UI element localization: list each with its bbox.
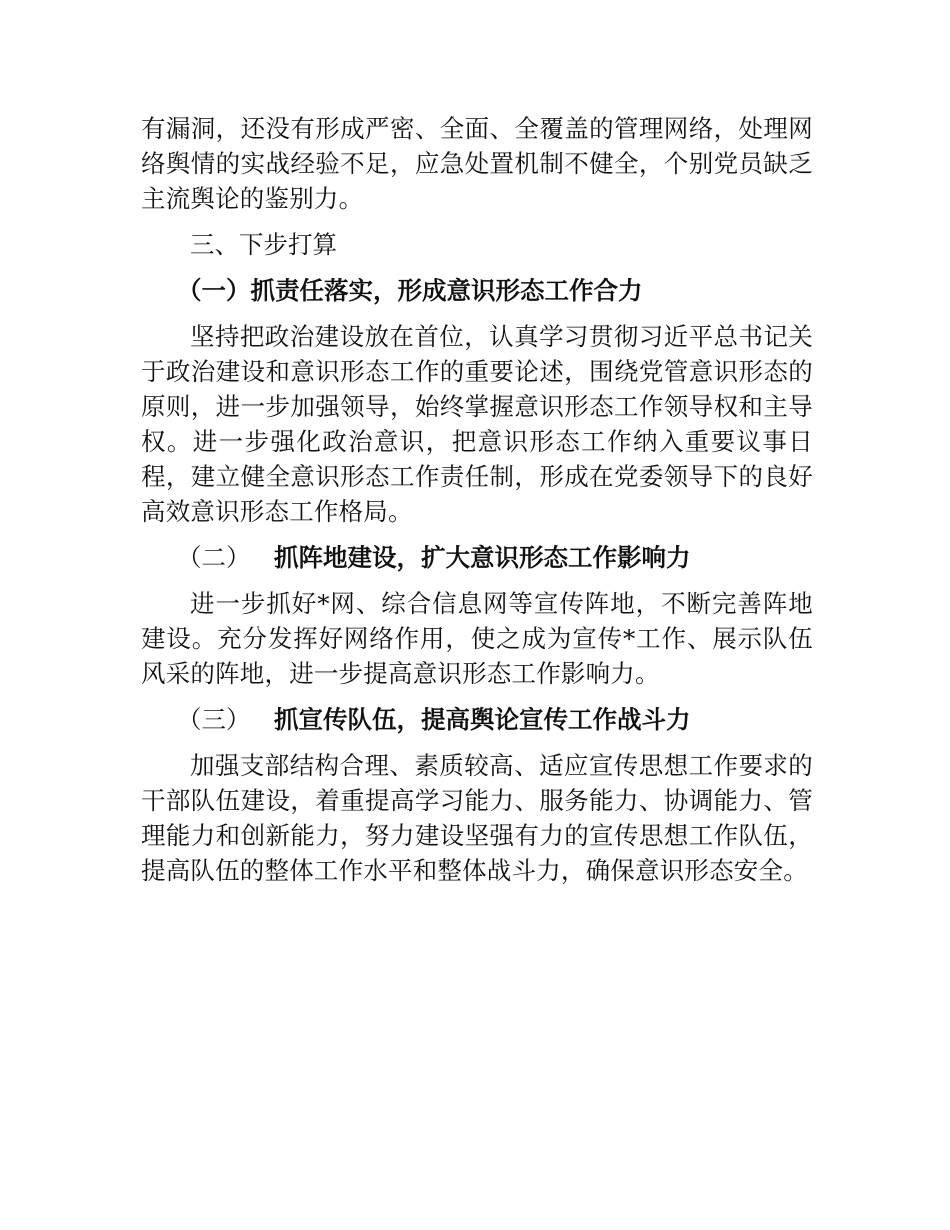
subheading-3-number: （三） (177, 705, 251, 734)
subheading-1 (141, 273, 813, 308)
subheading-3 (141, 702, 813, 737)
subheading-2-number: （二） (177, 543, 251, 572)
section-heading: 三、下步打算 (190, 230, 337, 259)
document-body (141, 111, 813, 888)
paragraph-responsibility: 坚持把政治建设放在首位，认真学习贯彻习近平总书记关于政治建设和意识形态工作的重要论述，围绕党管意识形态的原则，进一步加强领导，始终掌握意识形态工作领导权和主导权。进一步强化政治意识，把意识形态工作纳入重要议事日程，建立健全意识形态工作责任制，形成在党委领导下的良好高效意识形态工作格局。 (141, 322, 813, 526)
subheading-1-number: （一） (177, 276, 251, 305)
subheading-2 (141, 540, 813, 575)
subheading-2-title: 抓阵地建设，扩大意识形态工作影响力 (274, 543, 691, 572)
paragraph-team: 加强支部结构合理、素质较高、适应宣传思想工作要求的干部队伍建设，着重提高学习能力、服务能力、协调能力、管理能力和创新能力，努力建设坚强有力的宣传思想工作队伍，提高队伍的整体工作水平和整体战斗力，确保意识形态安全。 (141, 751, 813, 885)
paragraph-continued: 有漏洞，还没有形成严密、全面、全覆盖的管理网络，处理网络舆情的实战经验不足，应急处置机制不健全，个别党员缺乏主流舆论的鉴别力。 (141, 114, 813, 213)
subheading-1-title: 抓责任落实，形成意识形态工作合力 (250, 276, 643, 305)
subheading-3-title: 抓宣传队伍，提高舆论宣传工作战斗力 (274, 705, 691, 734)
paragraph-platform: 进一步抓好*网、综合信息网等宣传阵地，不断完善阵地建设。充分发挥好网络作用，使之成为宣传*工作、展示队伍风采的阵地，进一步提高意识形态工作影响力。 (141, 589, 813, 688)
